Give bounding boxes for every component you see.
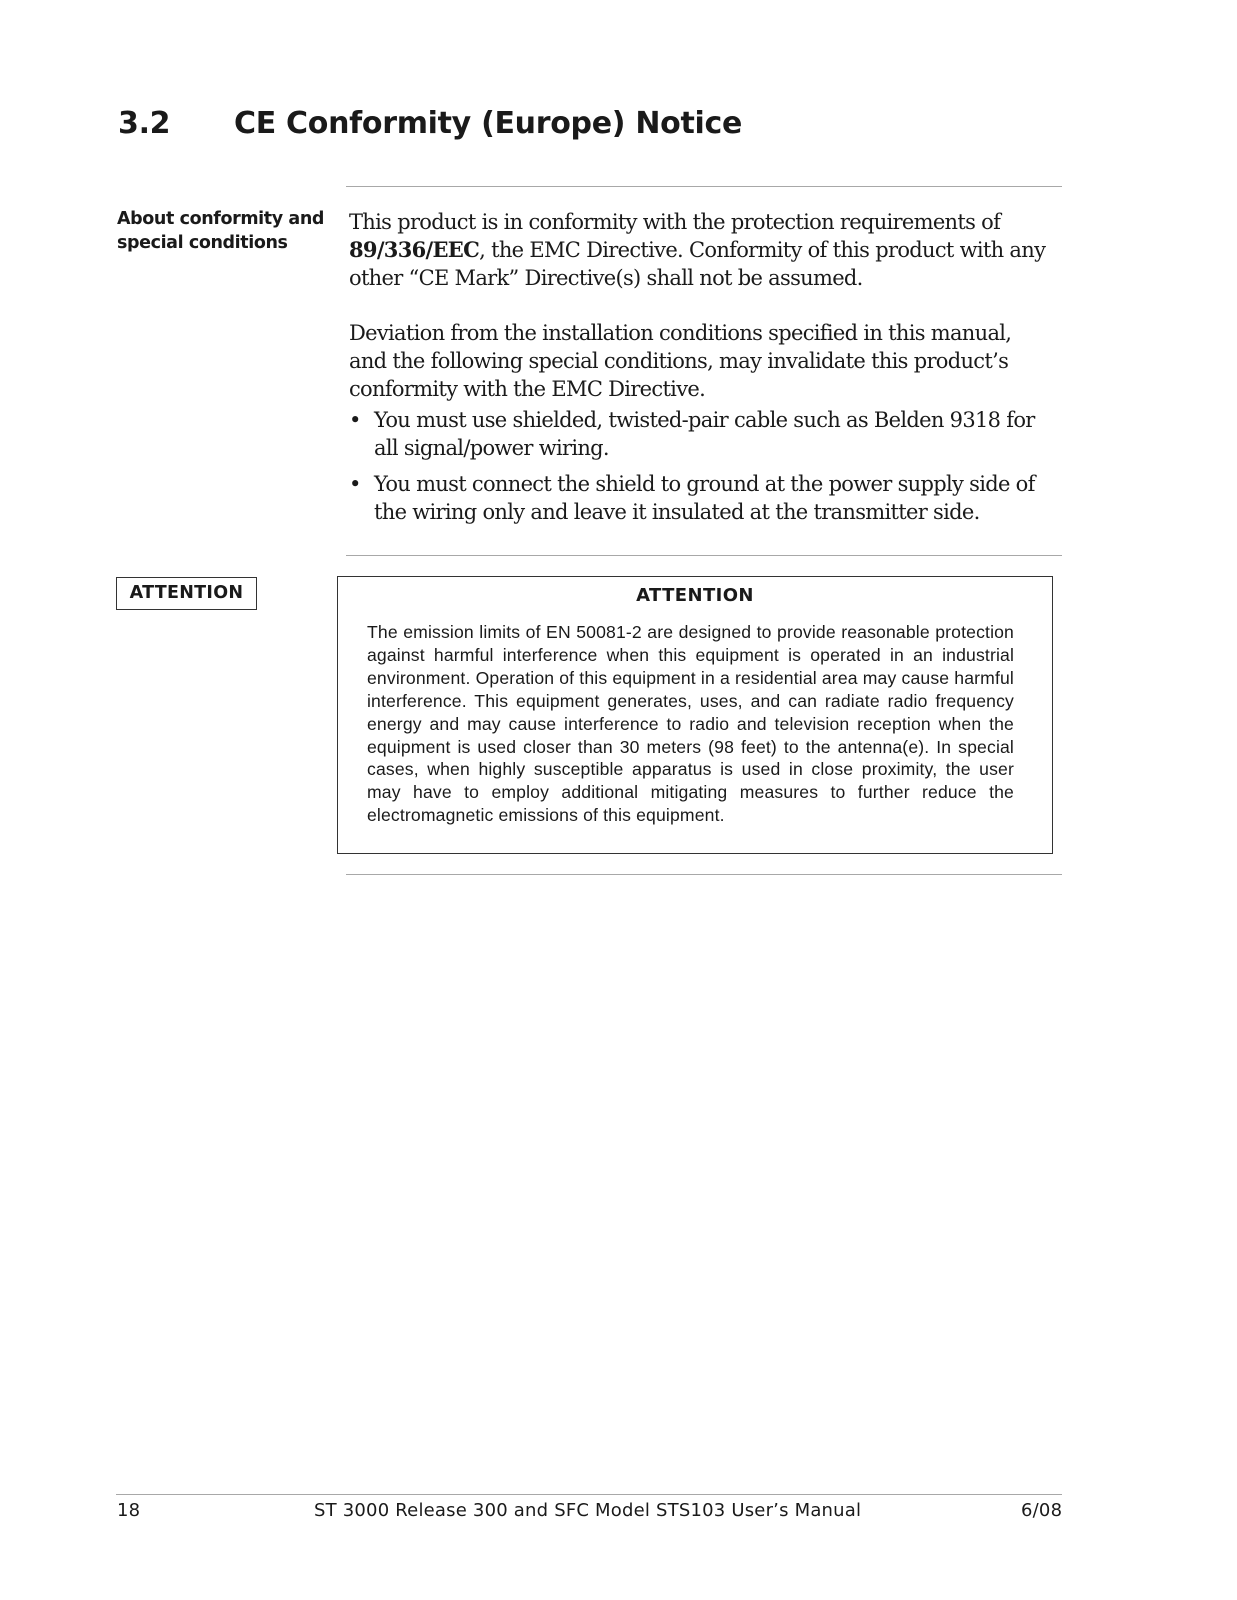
list-item bbox=[349, 406, 1049, 462]
section-title: CE Conformity (Europe) Notice bbox=[234, 106, 742, 141]
footer-divider bbox=[116, 1494, 1062, 1495]
para1-text-start: This product is in conformity with the protection requirements of bbox=[349, 210, 1001, 234]
section-number: 3.2 bbox=[118, 106, 171, 141]
footer-page-number: 18 bbox=[117, 1500, 141, 1521]
attention-box-title: ATTENTION bbox=[636, 585, 754, 606]
list-item-text: You must use shielded, twisted-pair cable such as Belden 9318 for all signal/power wiring. bbox=[374, 408, 1035, 460]
attention-side-label: ATTENTION bbox=[116, 577, 257, 610]
section-heading bbox=[118, 106, 742, 141]
list-item-text: You must connect the shield to ground at the power supply side of the wiring only and leave it insulated at the transmitter side. bbox=[374, 472, 1035, 524]
attention-box bbox=[337, 576, 1053, 854]
bullet-icon: • bbox=[349, 472, 361, 496]
footer-manual-title: ST 3000 Release 300 and SFC Model STS103 User’s Manual bbox=[314, 1500, 862, 1521]
footer-date: 6/08 bbox=[1021, 1500, 1063, 1521]
para1-text-end: , the EMC Directive. Conformity of this product with any other “CE Mark” Directive(s) shall not be assumed. bbox=[349, 238, 1046, 290]
conformity-paragraph-2: Deviation from the installation conditions specified in this manual, and the following special conditions, may invalidate this product’s conformity with the EMC Directive. bbox=[349, 321, 1012, 401]
divider-middle bbox=[346, 555, 1062, 556]
directive-code: 89/336/EEC bbox=[349, 237, 480, 262]
bullet-icon: • bbox=[349, 408, 361, 432]
divider-top bbox=[346, 186, 1062, 187]
conformity-paragraph-1 bbox=[349, 208, 1049, 292]
special-conditions-list bbox=[349, 406, 1049, 534]
divider-bottom bbox=[346, 874, 1062, 875]
conformity-side-label: About conformity and special conditions bbox=[117, 209, 325, 253]
list-item bbox=[349, 470, 1049, 526]
attention-box-text: The emission limits of EN 50081-2 are designed to provide reasonable protection against harmful interference when this equipment is operated in an industrial environment. Operation of this equipment in a residential area may cause harmful interference. This equipment generates, uses, and can radiate radio frequency energy and may cause interference to radio and television reception when the equipment is used closer than 30 meters (98 feet) to the antenna(e). In special cases, when highly susceptible apparatus is used in close proximity, the user may have to employ additional mitigating measures to further reduce the electromagnetic emissions of this equipment. bbox=[367, 622, 1014, 826]
